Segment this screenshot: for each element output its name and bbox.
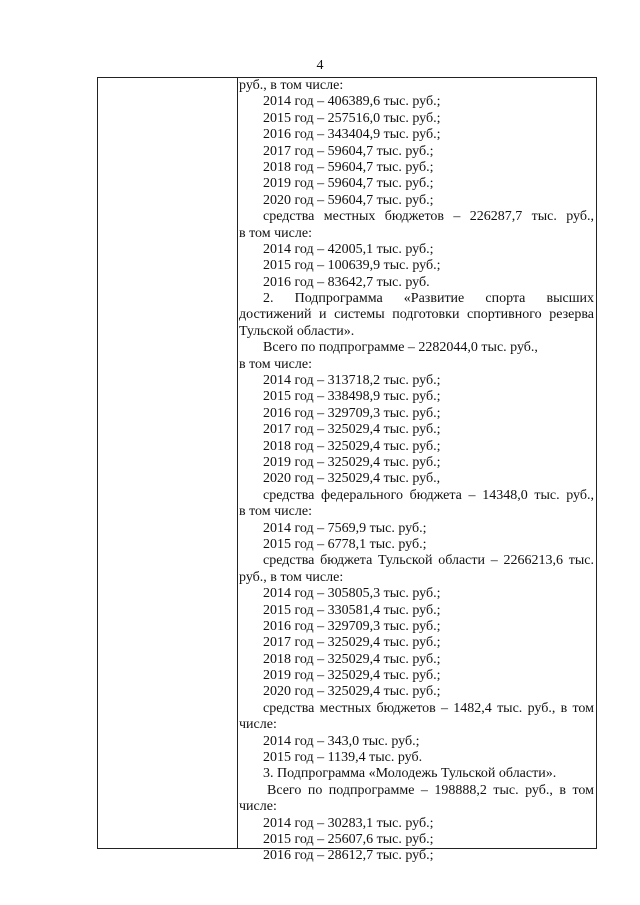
text-line: 2015 год – 6778,1 тыс. руб.; bbox=[263, 536, 427, 552]
text-line: числе: bbox=[239, 799, 277, 815]
text-line: 2019 год – 325029,4 тыс. руб.; bbox=[263, 454, 441, 470]
text-line: 2015 год – 100639,9 тыс. руб.; bbox=[263, 258, 441, 274]
page-number: 4 bbox=[316, 58, 324, 73]
text-line: 3. Подпрограмма «Молодежь Тульской области». bbox=[263, 766, 557, 782]
text-line: 2017 год – 325029,4 тыс. руб.; bbox=[263, 422, 441, 438]
text-line: 2014 год – 313718,2 тыс. руб.; bbox=[263, 373, 441, 389]
text-line: 2015 год – 257516,0 тыс. руб.; bbox=[263, 110, 441, 126]
text-line: 2015 год – 25607,6 тыс. руб.; bbox=[263, 831, 434, 847]
text-line: в том числе: bbox=[239, 356, 312, 372]
text-line: 2016 год – 83642,7 тыс. руб. bbox=[263, 274, 430, 290]
text-line: 2019 год – 325029,4 тыс. руб.; bbox=[263, 668, 441, 684]
table-left-column bbox=[98, 78, 238, 848]
text-line: Всего по подпрограмме – 2282044,0 тыс. руб., bbox=[263, 340, 538, 356]
text-line: 2020 год – 325029,4 тыс. руб., bbox=[263, 471, 441, 487]
text-line: Всего по подпрограмме – 198888,2 тыс. руб., в том bbox=[267, 782, 594, 798]
text-line: 2020 год – 59604,7 тыс. руб.; bbox=[263, 192, 434, 208]
text-line: в том числе: bbox=[239, 225, 312, 241]
text-line: в том числе: bbox=[239, 504, 312, 520]
text-line: достижений и системы подготовки спортивного резерва bbox=[239, 307, 594, 323]
text-line: 2017 год – 325029,4 тыс. руб.; bbox=[263, 635, 441, 651]
text-line: руб., в том числе: bbox=[239, 78, 344, 93]
text-line: 2019 год – 59604,7 тыс. руб.; bbox=[263, 176, 434, 192]
text-line: 2014 год – 343,0 тыс. руб.; bbox=[263, 733, 420, 749]
table-right-column bbox=[238, 78, 596, 865]
text-line: 2016 год – 329709,3 тыс. руб.; bbox=[263, 405, 441, 421]
text-line: Тульской области». bbox=[239, 323, 355, 339]
text-line: 2020 год – 325029,4 тыс. руб.; bbox=[263, 684, 441, 700]
text-line: средства местных бюджетов – 1482,4 тыс. руб., в том bbox=[263, 700, 594, 716]
text-line: средства местных бюджетов – 226287,7 тыс. руб., bbox=[263, 209, 594, 225]
text-line: 2016 год – 343404,9 тыс. руб.; bbox=[263, 127, 441, 143]
text-line: 2014 год – 30283,1 тыс. руб.; bbox=[263, 815, 434, 831]
text-line: 2014 год – 406389,6 тыс. руб.; bbox=[263, 94, 441, 110]
text-line: 2018 год – 325029,4 тыс. руб.; bbox=[263, 651, 441, 667]
text-line: 2014 год – 42005,1 тыс. руб.; bbox=[263, 241, 434, 257]
text-line: 2015 год – 330581,4 тыс. руб.; bbox=[263, 602, 441, 618]
text-line: средства федерального бюджета – 14348,0 тыс. руб., bbox=[263, 487, 594, 503]
text-line: 2018 год – 325029,4 тыс. руб.; bbox=[263, 438, 441, 454]
text-line: 2016 год – 329709,3 тыс. руб.; bbox=[263, 618, 441, 634]
text-line: 2015 год – 1139,4 тыс. руб. bbox=[263, 750, 423, 766]
text-line: 2017 год – 59604,7 тыс. руб.; bbox=[263, 143, 434, 159]
table-frame bbox=[97, 77, 597, 864]
text-line: 2018 год – 59604,7 тыс. руб.; bbox=[263, 159, 434, 175]
text-line: числе: bbox=[239, 717, 277, 733]
text-line: руб., в том числе: bbox=[239, 569, 344, 585]
text-line: 2014 год – 305805,3 тыс. руб.; bbox=[263, 586, 441, 602]
text-line: средства бюджета Тульской области – 2266213,6 тыс. bbox=[263, 553, 594, 569]
text-line: 2014 год – 7569,9 тыс. руб.; bbox=[263, 520, 427, 536]
text-line: 2. Подпрограмма «Развитие спорта высших bbox=[263, 291, 594, 307]
text-line: 2015 год – 338498,9 тыс. руб.; bbox=[263, 389, 441, 405]
text-line: 2016 год – 28612,7 тыс. руб.; bbox=[263, 848, 434, 864]
